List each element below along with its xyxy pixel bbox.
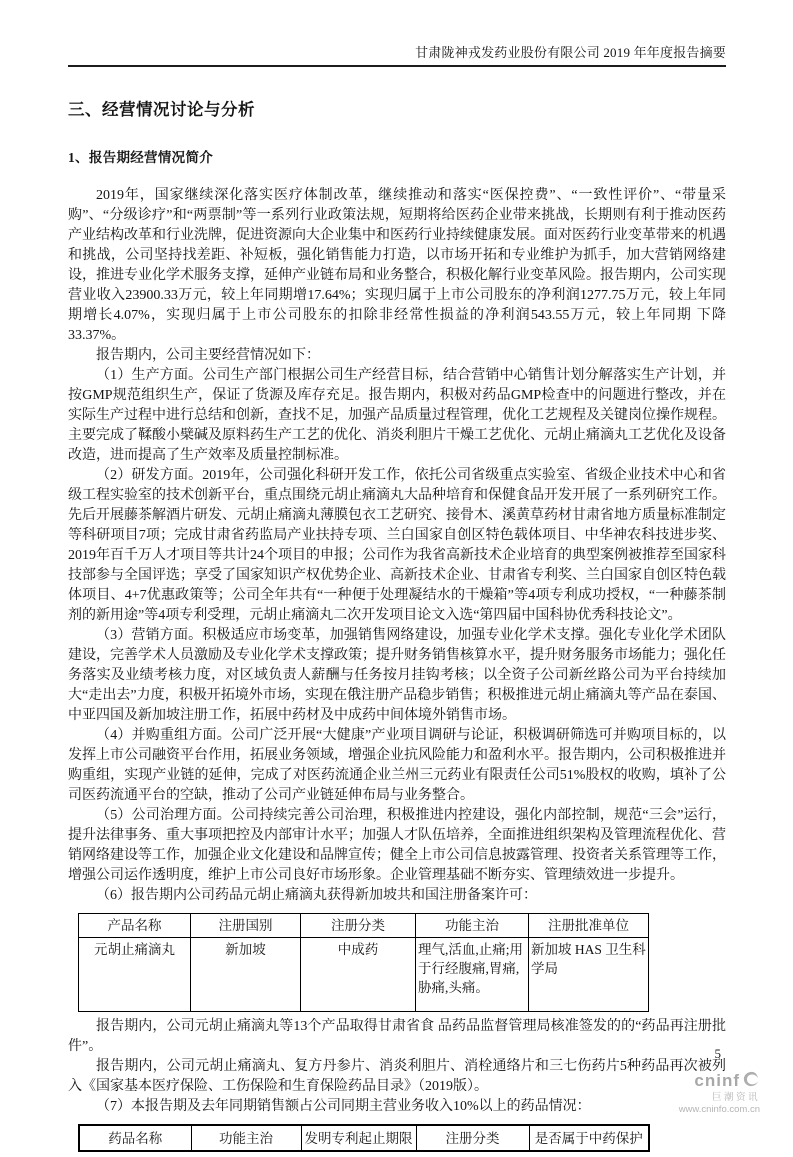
drug-registration-table [78,913,649,1012]
table-header-cell: 是否属于中药保护 [529,1125,649,1151]
cninfo-logo [679,1071,760,1115]
table-header-row [79,914,649,938]
table-cell-authority: 新加坡 HAS 卫生科学局 [529,938,649,1012]
page-content [68,0,726,1157]
table-header-cell: 功能主治 [191,1125,301,1151]
para-reregistration: 报告期内，公司元胡止痛滴丸等13个产品取得甘肃省食 品药品监督管理局核准签发的的“药品再注册批件”。 [68,1019,726,1054]
body-text [68,186,726,906]
para-insurance-catalog: 报告期内，公司元胡止痛滴丸、复方丹参片、消炎利胆片、消栓通络片和三七伤药片5种药品再次被列入《国家基本医疗保险、工伤保险和生育保险药品目录》（2019版）。 [68,1059,726,1094]
table-cell-country: 新加坡 [191,938,301,1012]
table-header-row [79,1125,649,1151]
table-header-cell: 注册国别 [191,914,301,938]
page-number: 5 [714,1046,721,1061]
major-drugs-table [78,1124,650,1152]
subsection-heading: 1、报告期经营情况简介 [68,150,214,165]
cninfo-url: www.cninfo.com.cn [678,1104,760,1116]
swirl-icon [742,1071,760,1092]
para-operations-intro: 报告期内，公司主要经营情况如下： [96,348,320,363]
table-cell-class: 中成药 [301,938,416,1012]
cninfo-brand-text: cninf [694,1070,740,1090]
page-header [68,0,726,67]
para-singapore-approval: （6）报告期内公司药品元胡止痛滴丸获得新加坡共和国注册备案许可： [96,888,537,903]
table-header-cell: 注册分类 [416,1125,529,1151]
header-rule [68,65,726,67]
table-header-cell: 产品名称 [79,914,191,938]
table-header-cell: 药品名称 [79,1125,191,1151]
table-header-cell: 功能主治 [416,914,529,938]
para-ma: （4）并购重组方面。公司广泛开展“大健康”产业项目调研与论证，积极调研筛选可并购项目标的，以发挥上市公司融资平台作用，拓展业务领域，增强企业抗风险能力和盈利水平。报告期内，公司积极推进并购重组，实现产业链的延伸，完成了对医药流通企业兰州三元药业有限责任公司51%股权的收购，填补了公司医药流通平台的空缺，推动了公司产业链延伸布局与业务整合。 [68,728,726,803]
table-row [79,938,649,1012]
para-major-drugs: （7）本报告期及去年同期销售额占公司同期主营业务收入10%以上的药品情况： [96,1099,591,1114]
para-production: （1）生产方面。公司生产部门根据公司生产经营目标，结合营销中心销售计划分解落实生产计划，并按GMP规范组织生产，保证了货源及库存充足。报告期内，积极对药品GMP检查中的问题进行整改，并在实际生产过程中进行总结和创新，查找不足，加强产品质量过程管理，优化工艺规程及关键岗位操作规程。主要完成了鞣酸小檗碱及原料药生产工艺的优化、消炎利胆片干燥工艺优化、元胡止痛滴丸工艺优化及设备改造，进而提高了生产效率及质量控制标准。 [68,368,726,463]
cninfo-brand-row [679,1071,760,1092]
report-title: 甘肃陇神戎发药业股份有限公司 2019 年年度报告摘要 [415,45,726,60]
cninfo-name: 巨潮资讯 [711,1091,760,1103]
table-header-cell: 发明专利起止期限 [301,1125,416,1151]
table-cell-indication: 理气,活血,止痛;用于行经腹痛,胃痛,胁痛,头痛。 [416,938,529,1012]
para-governance: （5）公司治理方面。公司持续完善公司治理，积极推进内控建设，强化内部控制，规范“三会”运行，提升法律事务、重大事项把控及内部审计水平；加强人才队伍培养，全面推进组织架构及管理流程优化、营销网络建设等工作，加强企业文化建设和品牌宣传；健全上市公司信息披露管理、投资者关系管理等工作，增强公司运作透明度，维护上市公司良好市场形象。企业管理基础不断夯实、管理绩效进一步提升。 [68,808,726,883]
para-overview: 2019年，国家继续深化落实医疗体制改革，继续推动和落实“医保控费”、“一致性评价”、“带量采购”、“分级诊疗”和“两票制”等一系列行业政策法规，短期将给医药企业带来挑战，长期则有利于推动医药产业结构改革和行业洗牌，促进资源向大企业集中和医药行业持续健康发展。面对医药行业变革带来的机遇和挑战，公司坚持找差距、补短板，强化销售能力打造，以市场开拓和专业维护为抓手，加大营销网络建设，推进专业化学术服务支撑，延伸产业链布局和业务整合，积极化解行业变革风险。报告期内，公司实现营业收入23900.33万元，较上年同期增17.64%；实现归属于上市公司股东的净利润1277.75万元，较上年同期增长4.07%，实现归属于上市公司股东的扣除非经常性损益的净利润543.55万元，较上年同期 下降33.37%。 [68,188,726,343]
para-rnd: （2）研发方面。2019年，公司强化科研开发工作，依托公司省级重点实验室、省级企业技术中心和省级工程实验室的技术创新平台，重点围绕元胡止痛滴丸大品种培育和保健食品开发开展了一系列研究工作。先后开展藤茶解酒片研发、元胡止痛滴丸薄膜包衣工艺研究、接骨木、溪黄草药材甘肃省地方质量标准制定等科研项目7项；完成甘肃省药监局产业扶持专项、兰白国家自创区特色载体项目、中华神农科技进步奖、2019年百千万人才项目等共计24个项目的申报；公司作为我省高新技术企业培育的典型案例被推荐至国家科技部参与全国评选；享受了国家知识产权优势企业、高新技术企业、甘肃省专利奖、兰白国家自创区特色载体项目、4+7优惠政策等；公司全年共有“一种便于处理凝结水的干燥箱”等4项专利成功授权，“一种藤茶制剂的新用途”等4项专利受理，元胡止痛滴丸二次开发项目论文入选“第四届中国科协优秀科技论文”。 [68,468,726,623]
section-heading: 三、经营情况讨论与分析 [68,100,255,119]
para-marketing: （3）营销方面。积极适应市场变革，加强销售网络建设，加强专业化学术支撑。强化专业化学术团队建设，完善学术人员激励及专业化学术支撑政策；提升财务销售核算水平，提升财务服务市场能力；强化任务落实及业绩考核力度，对区域负责人薪酬与任务按月挂钩考核；以全资子公司新丝路公司为平台持续加大“走出去”力度，积极开拓境外市场，实现在俄注册产品稳步销售；积极推进元胡止痛滴丸等产品在泰国、中亚四国及新加坡注册工作，拓展中药材及中成药中间体境外销售市场。 [68,628,726,723]
body-text-after-table [68,1017,726,1117]
table-header-cell: 注册批准单位 [529,914,649,938]
table-cell-product: 元胡止痛滴丸 [79,938,191,1012]
table-header-cell: 注册分类 [301,914,416,938]
